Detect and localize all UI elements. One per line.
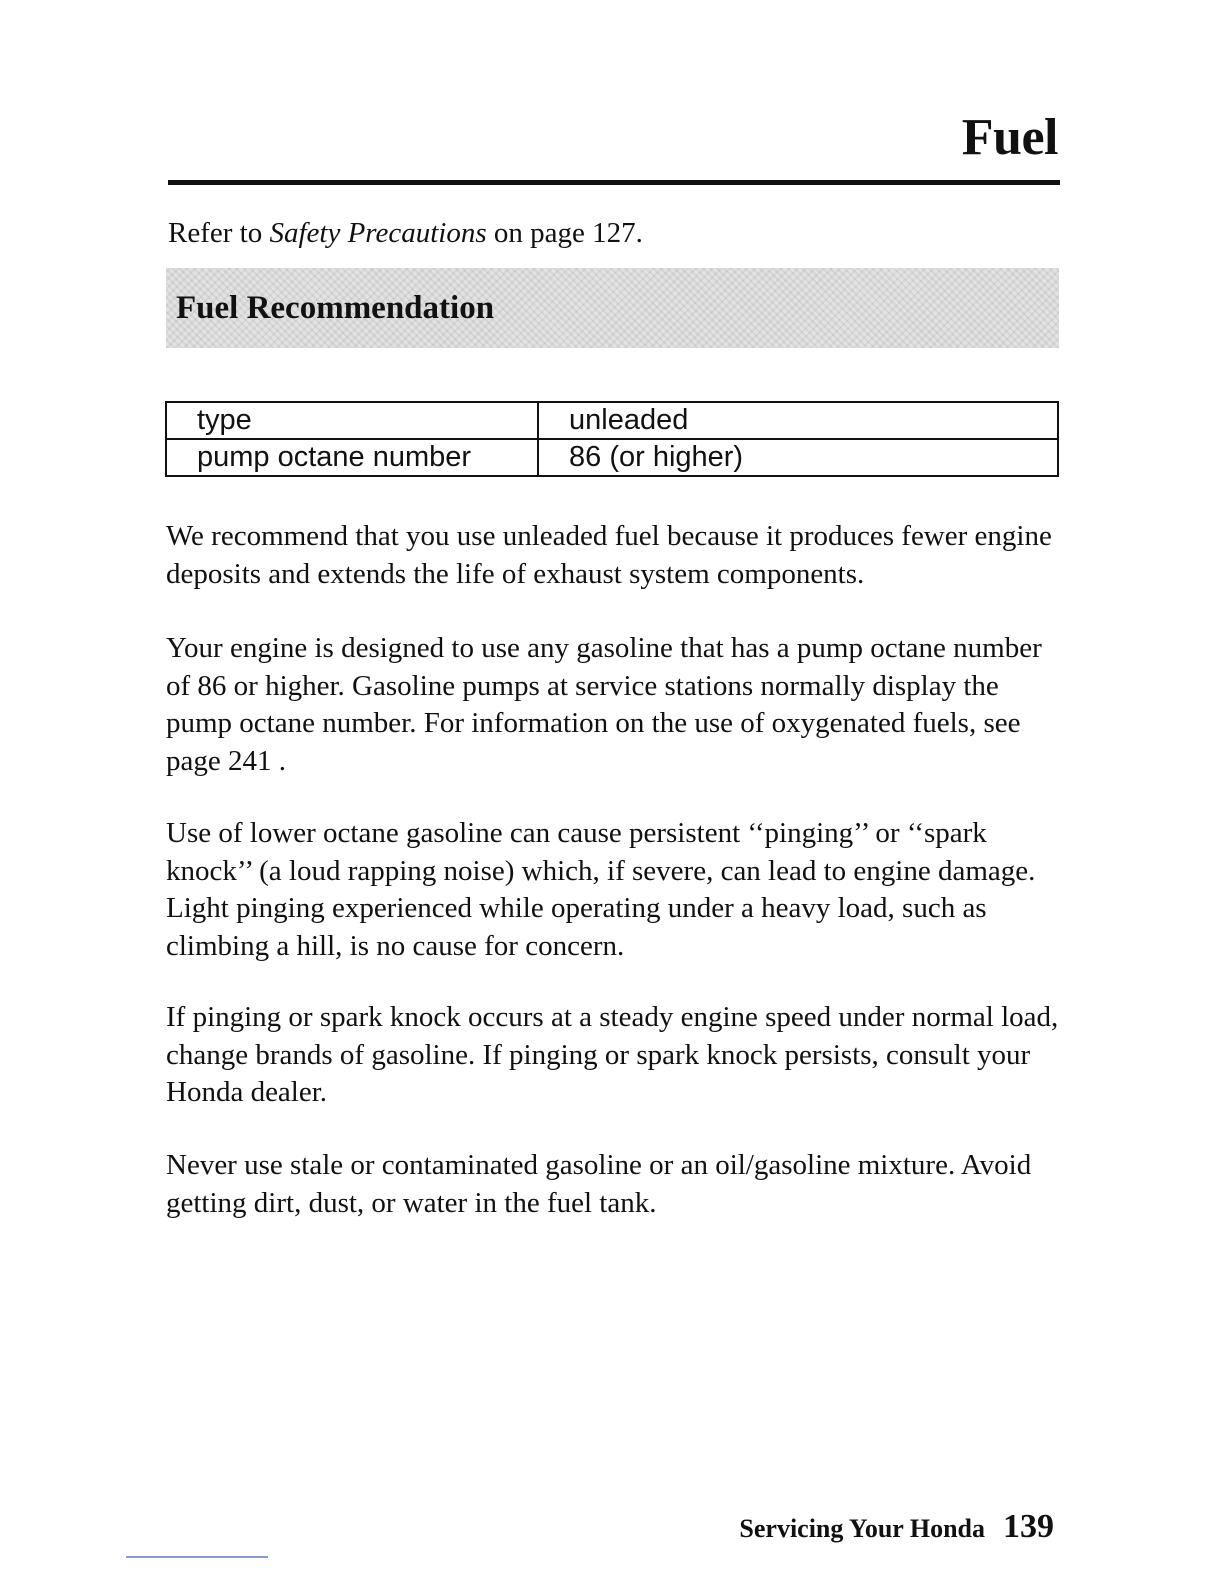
spec-label: pump octane number <box>166 439 538 476</box>
intro-suffix: on page 127. <box>486 217 643 249</box>
paragraph-octane: Your engine is designed to use any gasoline that has a pump octane number of 86 or higher. Gasoline pumps at service stations normally display the pump octane number. For information on the use of oxygenated fuels, see page 241 . <box>166 632 1042 777</box>
table-row <box>166 439 1058 476</box>
table-row <box>166 402 1058 439</box>
page-number: 139 <box>1003 1508 1054 1545</box>
paragraph-spark-knock: If pinging or spark knock occurs at a steady engine speed under normal load, change brands of gasoline. If pinging or spark knock persists, consult your Honda dealer. <box>166 1001 1059 1108</box>
safety-precautions-reference: Safety Precautions <box>269 217 487 249</box>
paragraph-pinging: Use of lower octane gasoline can cause persistent ‘‘pinging’’ or ‘‘spark knock’’ (a loud rapping noise) which, if severe, can lead to engine damage. Light pinging experienced while operating under a heavy load, such as climbing a hill, is no cause for concern. <box>166 817 1036 962</box>
footer-section-name: Servicing Your Honda <box>739 1514 985 1543</box>
paragraph-unleaded: We recommend that you use unleaded fuel because it produces fewer engine deposits and extends the life of exhaust system components. <box>166 520 1052 590</box>
intro-line <box>168 214 643 252</box>
spec-value: 86 (or higher) <box>538 439 1058 476</box>
spec-value: unleaded <box>538 402 1058 439</box>
title-rule <box>168 180 1060 185</box>
spec-label: type <box>166 402 538 439</box>
page-title: Fuel <box>961 109 1058 166</box>
paragraph-stale-gasoline: Never use stale or contaminated gasoline or an oil/gasoline mixture. Avoid getting dirt, dust, or water in the fuel tank. <box>166 1149 1032 1219</box>
fuel-spec-table <box>165 401 1059 477</box>
section-header <box>166 268 1059 348</box>
corner-rule <box>126 1556 268 1558</box>
section-heading: Fuel Recommendation <box>176 290 495 326</box>
intro-prefix: Refer to <box>168 217 270 249</box>
page-footer <box>739 1508 1054 1546</box>
